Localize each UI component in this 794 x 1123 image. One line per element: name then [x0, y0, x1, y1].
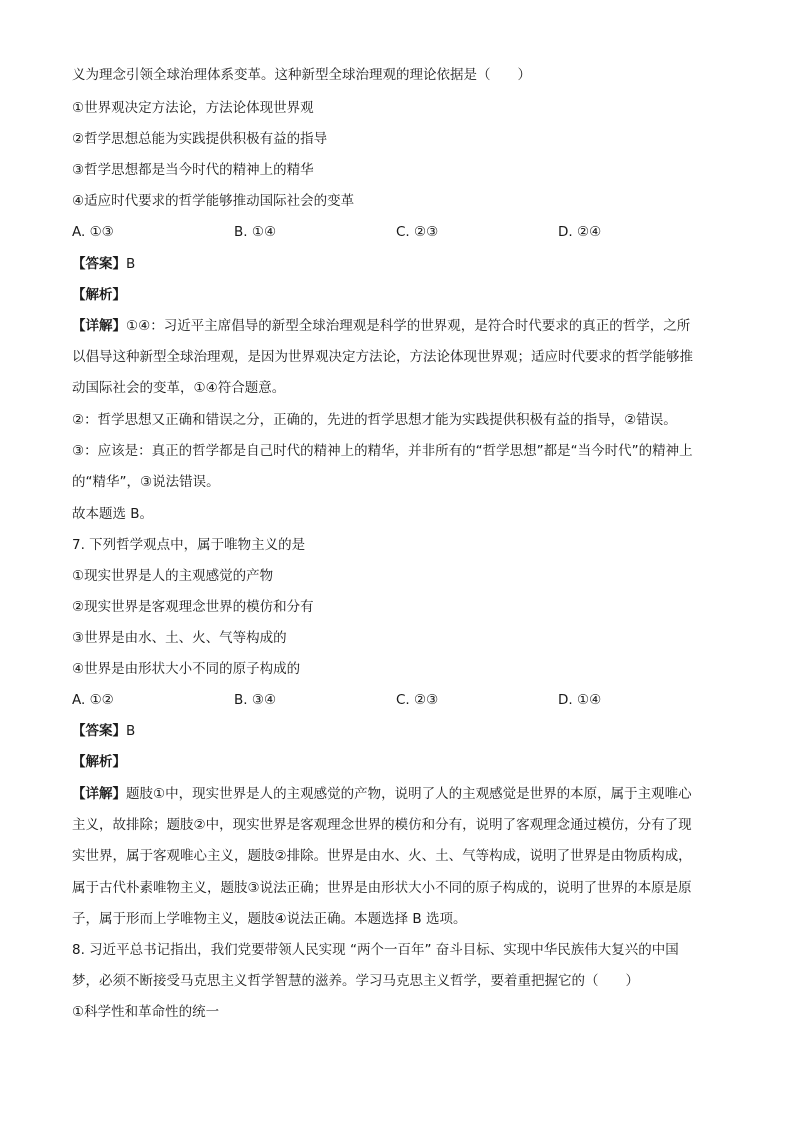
q6-detail-line-5: ③：应该是：真正的哲学都是自己时代的精神上的精华，并非所有的“哲学思想”都是“当今时代”的精神上	[72, 443, 693, 459]
q7-option-c: C. ②③	[396, 692, 439, 708]
q6-item-2: ②哲学思想总能为实践提供积极有益的指导	[72, 131, 328, 147]
q8-stem-line-2: 梦，必须不断接受马克思主义哲学智慧的滋养。学习马克思主义哲学，要着重把握它的（ ）	[72, 973, 639, 989]
q6-analysis-tag: 【解析】	[72, 287, 126, 303]
q7-stem: 7. 下列哲学观点中，属于唯物主义的是	[72, 537, 306, 553]
q7-detail-line-2: 主义，故排除；题肢②中，现实世界是客观理念世界的模仿和分有，说明了客观理念通过模仿，分有了现	[72, 817, 692, 833]
q6-options	[72, 222, 732, 242]
q6-option-d: D. ②④	[558, 224, 602, 240]
q7-item-4: ④世界是由形状大小不同的原子构成的	[72, 661, 301, 677]
q7-option-a: A. ①②	[72, 692, 114, 708]
q6-detail-line-3: 动国际社会的变革，①④符合题意。	[72, 380, 286, 396]
q6-answer-tag: 【答案】	[72, 256, 126, 272]
q7-detail-tag: 【详解】	[72, 786, 126, 802]
q6-option-c: C. ②③	[396, 224, 439, 240]
q7-detail-line-3: 实世界，属于客观唯心主义，题肢②排除。世界是由水、火、土、气等构成，说明了世界是由物质构成，	[72, 848, 692, 864]
q7-item-3: ③世界是由水、土、火、气等构成的	[72, 630, 287, 646]
q6-option-b: B. ①④	[234, 224, 277, 240]
q7-detail-line-1: 【详解】题肢①中，现实世界是人的主观感觉的产物，说明了人的主观感觉是世界的本原，属于主观唯心	[72, 786, 692, 802]
q6-item-4: ④适应时代要求的哲学能够推动国际社会的变革	[72, 193, 355, 209]
q6-answer-line	[72, 254, 135, 274]
q7-answer-tag: 【答案】	[72, 723, 126, 739]
q6-item-1: ①世界观决定方法论，方法论体现世界观	[72, 100, 314, 116]
q7-detail-line-5: 子，属于形而上学唯物主义，题肢④说法正确。本题选择 B 选项。	[72, 911, 467, 927]
q7-option-d: D. ①④	[558, 692, 602, 708]
q7-item-2: ②现实世界是客观理念世界的模仿和分有	[72, 599, 314, 615]
q7-option-b: B. ③④	[234, 692, 277, 708]
q6-detail-line-1: 【详解】①④：习近平主席倡导的新型全球治理观是科学的世界观，是符合时代要求的真正的哲学，之所	[72, 318, 691, 334]
q8-item-1: ①科学性和革命性的统一	[72, 1004, 220, 1020]
q7-item-1: ①现实世界是人的主观感觉的产物	[72, 568, 274, 584]
q7-options	[72, 690, 732, 710]
q7-detail-line-4: 属于古代朴素唯物主义，题肢③说法正确；世界是由形状大小不同的原子构成的，说明了世界的本原是原	[72, 880, 692, 896]
q8-stem-line-1: 8. 习近平总书记指出，我们党要带领人民实现 “两个一百年” 奋斗目标、实现中华民族伟大复兴的中国	[72, 942, 679, 958]
q7-answer-line	[72, 721, 135, 741]
q7-answer-value: B	[126, 723, 136, 739]
q6-item-3: ③哲学思想都是当今时代的精神上的精华	[72, 162, 314, 178]
q6-stem-tail: 义为理念引领全球治理体系变革。这种新型全球治理观的理论依据是（ ）	[72, 67, 531, 83]
q6-detail-tag: 【详解】	[72, 318, 126, 334]
q6-detail-line-2: 以倡导这种新型全球治理观，是因为世界观决定方法论，方法论体现世界观；适应时代要求的哲学能够推	[72, 349, 693, 365]
q6-detail-line-4: ②：哲学思想又正确和错误之分，正确的，先进的哲学思想才能为实践提供积极有益的指导，②错误。	[72, 412, 677, 428]
q6-detail-line-6: 的“精华”，③说法错误。	[72, 474, 220, 490]
q7-analysis-tag: 【解析】	[72, 754, 126, 770]
q6-answer-value: B	[126, 256, 136, 272]
q6-conclusion: 故本题选 B。	[72, 506, 154, 522]
q6-option-a: A. ①③	[72, 224, 114, 240]
